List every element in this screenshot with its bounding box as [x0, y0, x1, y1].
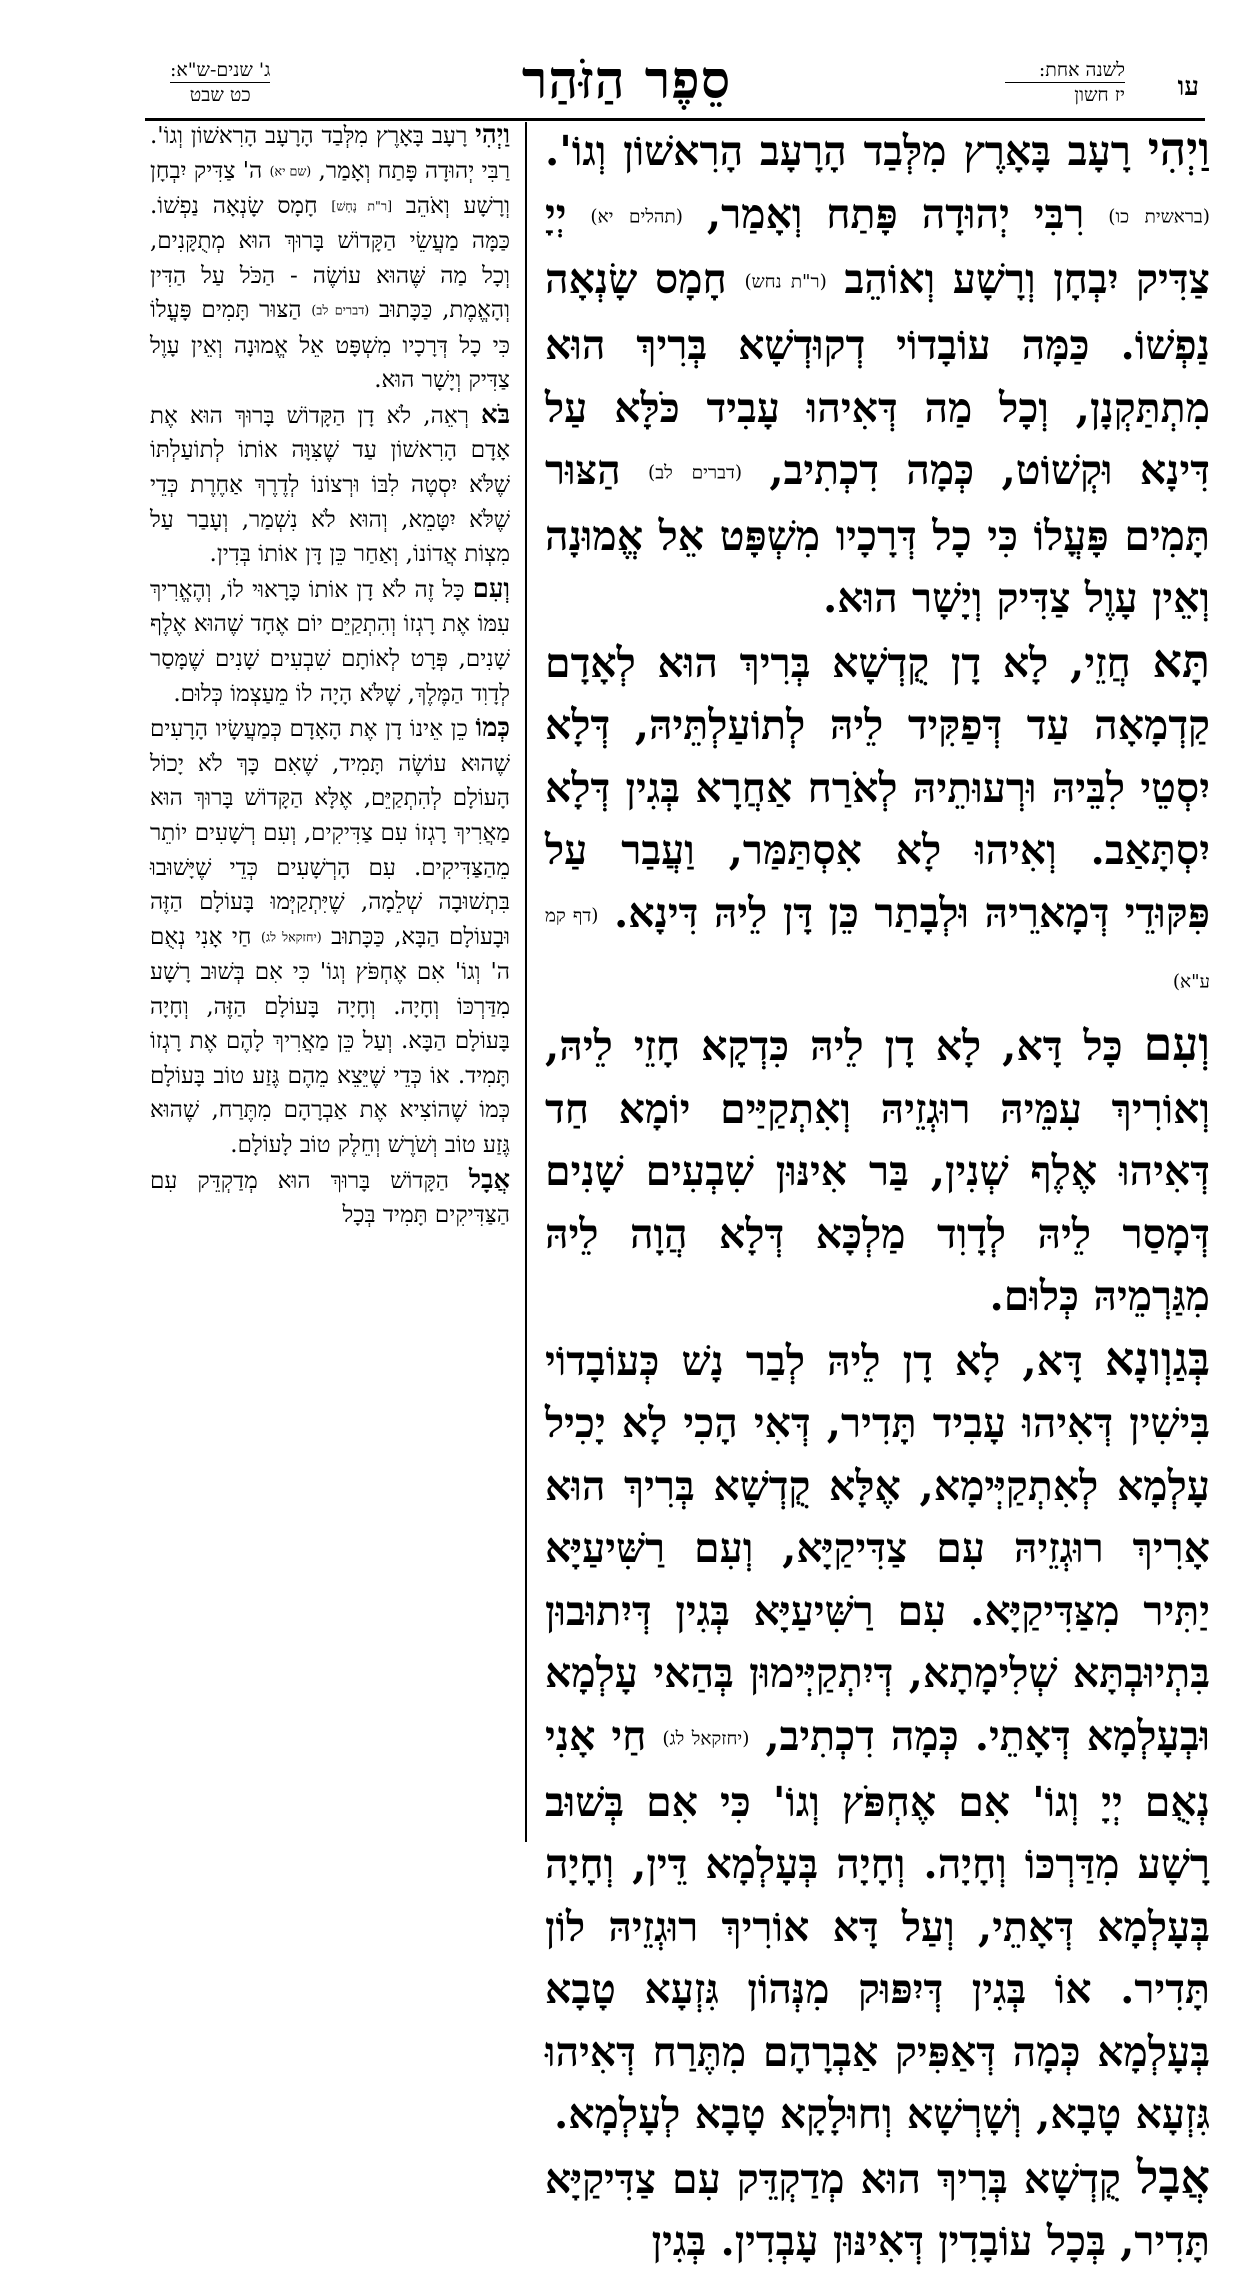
- paragraph-opener: בְּגַוְונָא: [1104, 1331, 1210, 1386]
- translation-paragraph: [150, 118, 510, 398]
- paragraph-opener: תָּא: [1152, 633, 1210, 688]
- acronym-note: [ר"ת נָחָשׁ]: [331, 198, 393, 214]
- paragraph-text: רָעָב בָּאָרֶץ מִלְּבַד הָרָעָב הָרִאשׁוֹן וְגוֹ'.: [545, 127, 1148, 175]
- page-number: עו: [1177, 72, 1199, 102]
- header-left-top: ג' שנים-ש"א:: [170, 59, 271, 81]
- paragraph-opener: וְעִם: [472, 573, 510, 604]
- paragraph-text: חָמָס שָׂנְאָה נַפְשׁוֹ. כַּמָּה מַעֲשֵׂי הַקָּדוֹשׁ בָּרוּךְ הוּא מְתֻקָּנִים, וְכָל מַה שֶּׁהוּא עוֹשֶׂה - הַכֹּל עַל הַדִּין וְהָאֱמֶת, כַּכָּתוּב: [150, 192, 511, 324]
- paragraph-opener: אֲבָל: [1136, 2149, 1210, 2204]
- paragraph-text: יְיָ צַדִּיק יִבְחָן וְרָשָׁע וְאוֹהֵב: [545, 189, 1210, 304]
- translation-paragraph: [150, 572, 510, 711]
- verse-reference: (דברים לב): [648, 462, 743, 484]
- column-divider: [525, 122, 527, 1842]
- paragraph-text: כָּל דָּא, לָא דָן לֵיהּ כִּדְקָא חָזֵי לֵיהּ, וְאוֹרִיךְ עִמֵּיהּ רוּגְזֵיהּ וְאִתְקַיַּים יוֹמָא חַד דְּאִיהוּ אֶלֶף שְׁנִין, בַּר אִינּוּן שִׁבְעִים שָׁנִים דְּמָסַר לֵיהּ לְדָוִד מַלְכָּא דְּלָא הֲוָה לֵיהּ מִגַּרְמֵיהּ כְּלוּם.: [545, 1022, 1210, 1321]
- paragraph-text: כֵן אֵינוֹ דָן אֶת הָאָדָם כְּמַעֲשָׂיו הָרָעִים שֶׁהוּא עוֹשֶׂה תָּמִיד, שֶׁאִם כָּךְ לֹא יָכוֹל הָעוֹלָם לְהִתְקַיֵּם, אֶלָּא הַקָּדוֹשׁ בָּרוּךְ הוּא מַאֲרִיךְ רָגְזוֹ עִם צַדִּיקִים, וְעִם רְשָׁעִים יוֹתֵר מֵהַצַּדִּיקִים. עִם הָרְשָׁעִים כְּדֵי שֶׁיָּשׁוּבוּ בִּתְשׁוּבָה שְׁלֵמָה, שֶׁיִּתְקַיְּמוּ בָּעוֹלָם הַזֶּה וּבָעוֹלָם הַבָּא, כַּכָּתוּב: [150, 716, 510, 950]
- paragraph-opener: וַיְהִי: [1147, 122, 1210, 176]
- paragraph-text: כָּל זֶה לֹא דָן אוֹתוֹ כָּרָאוּי לוֹ, וְהֶאֱרִיךְ עִמּוֹ אֶת רָגְזוֹ וְהִתְקַיֵּם יוֹם אֶחָד שֶׁהוּא אֶלֶף שָׁנִים, פְּרָט לְאוֹתָם שִׁבְעִים שָׁנִים שֶׁמָּסַר לְדָוִד הַמֶּלֶךְ, שֶׁלֹּא הָיָה לוֹ מֵעַצְמוֹ כְּלוּם.: [150, 576, 510, 707]
- page-reference: (דף קמ ע"א): [545, 905, 1210, 992]
- main-paragraph: [545, 1013, 1210, 1328]
- translation-paragraph: [150, 711, 510, 1162]
- paragraph-text: חָמָס שָׂנְאָה נַפְשׁוֹ. כַּמָּה עוֹבָדוֹי דְקוּדְשָׁא בְּרִיךְ הוּא מִתְתַּקְנָן, וְכָל מַה דְּאִיהוּ עָבִיד כֹּלָּא עַל דִּינָא וּקְשׁוֹט, כְּמָה דִכְתִיב,: [545, 255, 1210, 494]
- paragraph-opener: וְעִם: [1143, 1017, 1210, 1072]
- paragraph-text: הַקָּדוֹשׁ בָּרוּךְ הוּא מְדַקְדֵּק עִם הַצַּדִּיקִים תָּמִיד בְּכָל: [150, 1167, 510, 1229]
- book-title: סֵפֶר הַזֹּהַר: [521, 50, 732, 111]
- verse-reference: (תהלים יא): [590, 205, 683, 227]
- header-left: [170, 60, 270, 107]
- main-paragraph: [545, 2146, 1210, 2273]
- paragraph-text: רִבִּי יְהוּדָה פָּתַח וְאָמַר,: [706, 189, 1109, 238]
- paragraph-text: קֻדְשָׁא בְּרִיךְ הוּא מְדַקְדֵּק עִם צַדִּיקַיָּא תָּדִיר, בְּכָל עוֹבָדִין דְּאִינּוּן עָבְדִין. בְּגִין: [545, 2154, 1210, 2265]
- paragraph-text: ה' צַדִּיק יִבְחָן וְרָשָׁע וְאֹהֵב: [150, 157, 511, 219]
- main-column: [545, 118, 1210, 2273]
- verse-reference: (שם יא): [269, 163, 312, 179]
- paragraph-text: חֲזֵי, לָא דָן קֻדְשָׁא בְּרִיךְ הוּא לְאָדָם קַדְמָאָה עַד דְּפַקִּיד לֵיהּ לְתוֹעַלְתֵּיהּ, דְּלָא יִסְטֵי לִבֵּיהּ וּרְעוּתֵיהּ לְאֹרַח אַחֲרָא בְּגִין דְּלָא יִסְתָּאַב. וְאִיהוּ לָא אִסְתַּמַּר, וַעֲבַר עַל פִּקּוּדֵי דְּמָארֵיהּ וּלְבָתַר כֵּן דָּן לֵיהּ דִּינָא.: [545, 638, 1210, 937]
- main-paragraph: [545, 118, 1210, 630]
- paragraph-text: רְאֵה, לֹא דָן הַקָּדוֹשׁ בָּרוּךְ הוּא אֶת אָדָם הָרִאשׁוֹן עַד שֶׁצִּוָּה אוֹתוֹ לְתוֹעַלְתּוֹ שֶׁלֹּא יִסְטֶה לִבּוֹ וּרְצוֹנוֹ לְדֶרֶךְ אַחֶרֶת כְּדֵי שֶׁלֹּא יִטָּמֵא, וְהוּא לֹא נִשְׁמַר, וְעָבַר עַל מִצְוֹת אֲדוֹנוֹ, וְאַחַר כֵּן דָּן אוֹתוֹ בְּדִין.: [150, 402, 510, 568]
- page-header: [0, 0, 1253, 110]
- translation-paragraph: [150, 398, 510, 572]
- paragraph-opener: וַיְהִי: [475, 120, 510, 150]
- main-paragraph: [545, 630, 1210, 1014]
- header-left-bottom: כט שבט: [170, 82, 270, 107]
- verse-reference: (יחזקאל לג): [662, 1728, 750, 1749]
- verse-reference: (יחזקאל לג): [260, 929, 322, 945]
- translation-paragraph: [150, 1163, 510, 1233]
- paragraph-text: חַי אָנִי נְאֻם ה' וְגוֹ' אִם אֶחְפֹּץ וְגוֹ' כִּי אִם בְּשׁוּב רָשָׁע מִדַּרְכּוֹ וְחָיָה. וְחָיָה בָּעוֹלָם הַזֶּה, וְחָיָה בָּעוֹלָם הַבָּא. וְעַל כֵּן מַאֲרִיךְ לָהֶם אֶת רָגְזוֹ תָּמִיד. אוֹ כְּדֵי שֶׁיֵּצֵא מֵהֶם גֶּזַע טוֹב בָּעוֹלָם כְּמוֹ שֶׁהוֹצִיא אֶת אַבְרָהָם מִתֶּרַח, שֶׁהוּא גֶּזַע טוֹב וְשֹׁרֶשׁ וְחֵלֶק טוֹב לָעוֹלָם.: [150, 923, 510, 1159]
- paragraph-text: רָעָב בָּאָרֶץ מִלְּבַד הָרָעָב הָרִאשׁוֹן וְגוֹ'. רַבִּי יְהוּדָה פָּתַח וְאָמַר,: [150, 123, 510, 184]
- header-right-bottom: יז חשון: [1005, 82, 1125, 107]
- paragraph-opener: בֹּא: [481, 399, 510, 430]
- paragraph-opener: אֲבָל: [469, 1164, 510, 1195]
- header-right-top: לשנה אחת:: [1038, 59, 1125, 81]
- paragraph-text: דָּא, לָא דָן לֵיהּ לְבַר נָשׁ כְּעוֹבָדוֹי בִּישִׁין דְּאִיהוּ עָבִיד תָּדִיר, דְּאִי הָכִי לָא יָכִיל עָלְמָא לְאִתְקַיְּימָא, אֶלָּא קֻדְשָׁא בְּרִיךְ הוּא אָרִיךְ רוּגְזֵיהּ עִם צַדִּיקַיָּא, וְעִם רַשִּׁיעַיָּא יַתִּיר מִצַּדִּיקַיָּא. עִם רַשִּׁיעַיָּא בְּגִין דְּיִתוּבוּן בִּתְיוּבְתָּא שְׁלִימָתָא, דְּיִתְקַיְּימוּן בְּהַאי עָלְמָא וּבְעָלְמָא דְּאָתֵי. כְּמָה דִכְתִיב,: [545, 1336, 1210, 1760]
- acronym-note: (ר"ת נחש): [744, 271, 827, 293]
- verse-reference: (דברים לב): [311, 303, 370, 319]
- translation-column: [150, 118, 510, 1233]
- paragraph-text: חַי אָנִי נְאֻם יְיָ וְגוֹ' אִם אֶחְפֹּץ וְגוֹ' כִּי אִם בְּשׁוּב רָשָׁע מִדַּרְכּוֹ וְחָיָה. וְחָיָה בְּעָלְמָא דֵּין, וְחָיָה בְּעָלְמָא דְּאָתֵי, וְעַל דָּא אוֹרִיךְ רוּגְזֵיהּ לוֹן תָּדִיר. אוֹ בְּגִין דְּיִפּוּק מִנְּהוֹן גִּזְעָא טָבָא בְּעָלְמָא כְּמָה דְּאַפִּיק אַבְרָהָם מִתֶּרַח דְּאִיהוּ גִּזְעָא טָבָא, וְשָׁרְשָׁא וְחוּלָקָא טָבָא לְעָלְמָא.: [545, 1711, 1210, 2138]
- verse-reference: (בראשית כו): [1108, 205, 1210, 227]
- paragraph-text: הַצּוּר תָּמִים פָּעֳלוֹ כִּי כָל דְּרָכָיו מִשְׁפָּט אֵל אֱמוּנָה וְאֵין עָוֶל צַדִּיק וְיָשָׁר הוּא.: [150, 297, 510, 394]
- main-paragraph: [545, 1328, 1210, 2146]
- paragraph-opener: כְּמוֹ: [475, 713, 510, 744]
- paragraph-text: הַצּוּר תָּמִים פָּעֳלוֹ כִּי כָל דְּרָכָיו מִשְׁפָּט אֵל אֱמוּנָה וְאֵין עָוֶל צַדִּיק וְיָשָׁר הוּא.: [545, 446, 1210, 623]
